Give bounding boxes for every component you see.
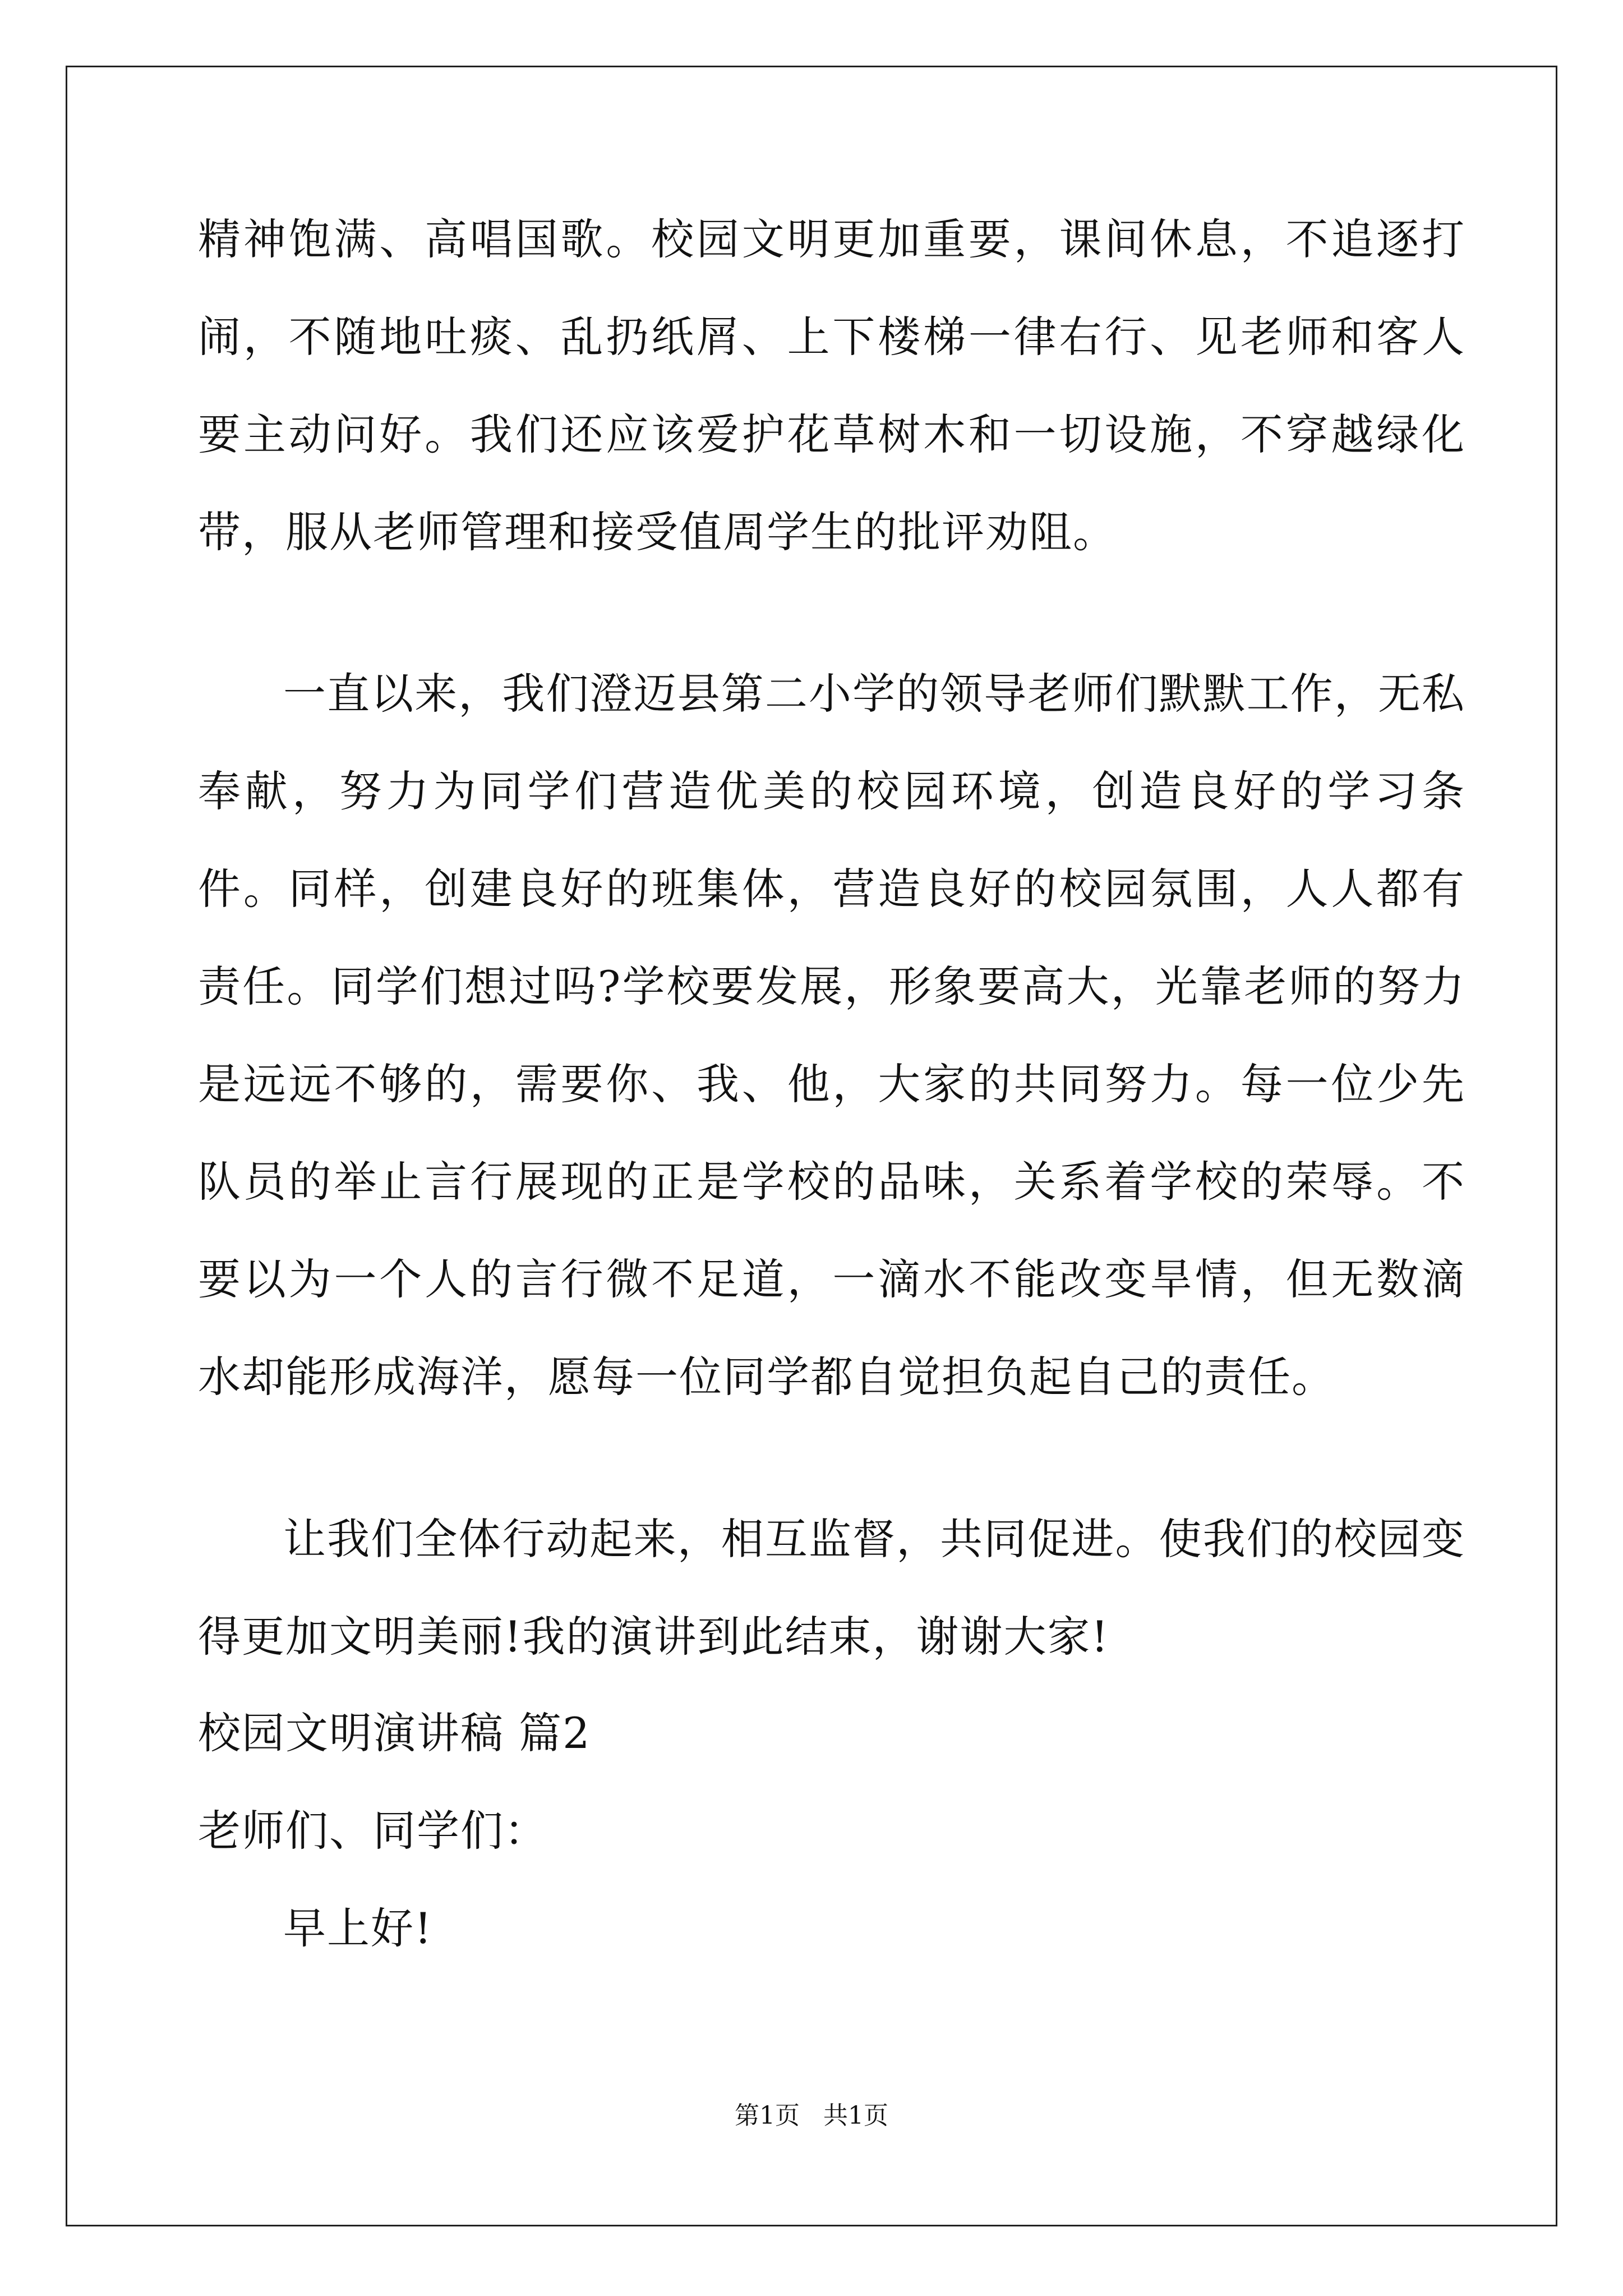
- paragraph-2: 一直以来，我们澄迈县第二小学的领导老师们默默工作，无私奉献，努力为同学们营造优美的校园环境，创造良好的学习条件。同样，创建良好的班集体，营造良好的校园氛围，人人都有责任。同学们想过吗?学校要发展，形象要高大，光靠老师的努力是远远不够的，需要你、我、他，大家的共同努力。每一位少先队员的举止言行展现的正是学校的品味，关系着学校的荣辱。不要以为一个人的言行微不足道，一滴水不能改变旱情，但无数滴水却能形成海洋，愿每一位同学都自觉担负起自己的责任。: [198, 669, 1465, 1402]
- page-footer: 第1页 共1页: [735, 2101, 888, 2130]
- greeting: 早上好!: [283, 1903, 433, 1953]
- paragraph-continuation: 精神饱满、高唱国歌。校园文明更加重要，课间休息，不追逐打闹，不随地吐痰、乱扔纸屑、上下楼梯一律右行、见老师和客人要主动问好。我们还应该爱护花草树木和一切设施，不穿越绿化带，服从老师管理和接受值周学生的批评劝阻。: [198, 214, 1465, 557]
- section-heading: 校园文明演讲稿 篇2: [198, 1708, 591, 1758]
- paragraph-3: 让我们全体行动起来，相互监督，共同促进。使我们的校园变得更加文明美丽!我的演讲到此结束，谢谢大家!: [198, 1514, 1465, 1662]
- salutation: 老师们、同学们：: [198, 1806, 548, 1856]
